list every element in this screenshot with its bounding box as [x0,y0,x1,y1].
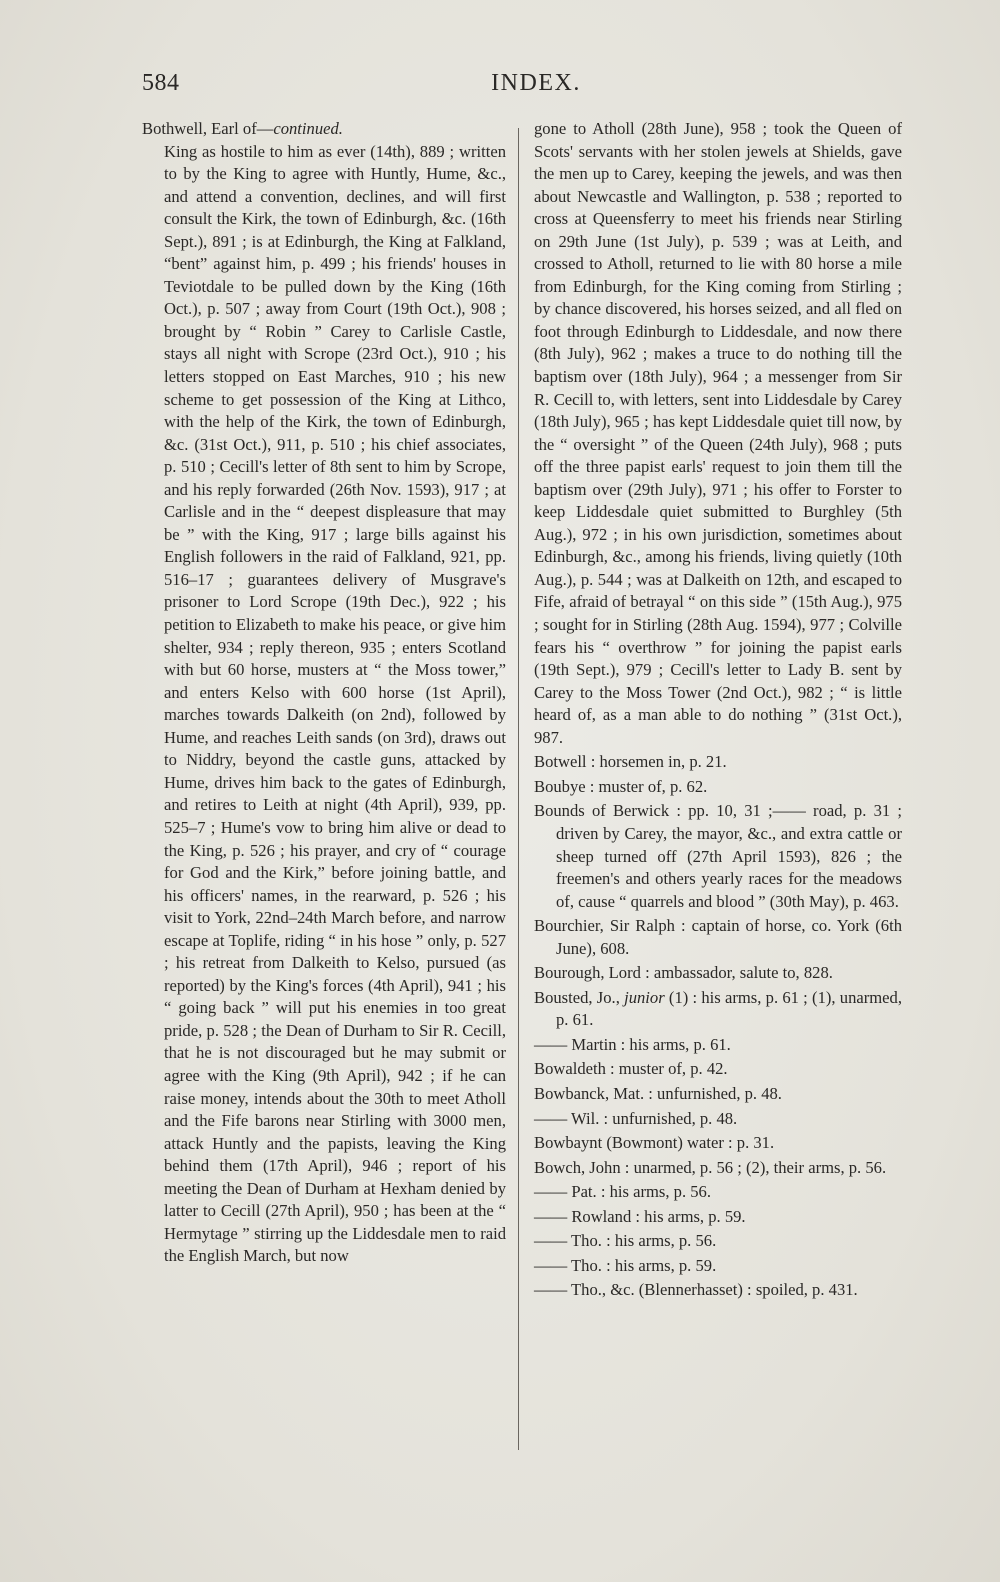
index-entry: Bowch, John : unarmed, p. 56 ; (2), their arms, p. 56. [534,1157,887,1177]
index-entry: Bourchier, Sir Ralph : captain of horse, co. York (6th June), 608. [534,916,902,958]
index-entry-body: King as hostile to him as ever (14th), 889 ; written to by the King to agree with Huntly, Hume, &c., and attend a convention, declines, and will first consult the Kirk, the town of Edinburgh, &c. (16th Sept.), 891 ; is at Edinburgh, the King at Falkland, “bent” against him, p. 499 ; his friends' houses in Teviotdale to be pulled down by the King (16th Oct.), p. 507 ; away from Court (19th Oct.), 908 ; brought by “ Robin ” Carey to Carlisle Castle, stays all night with Scrope (23rd Oct.), 910 ; his letters stopped on East Marches, 910 ; his new scheme to get possession of the King at Lithco, with the help of the Kirk, the town of Edinburgh, &c. (31st Oct.), 911, p. 510 ; his chief associates, p. 510 ; Cecill's letter of 8th sent to him by Scrope, and his reply forwarded (26th Nov. 1593), 917 ; at Carlisle and in the “ deepest displeasure that may be ” with the King, 917 ; large bills against his English followers in the raid of Falkland, 921, pp. 516–17 ; guarantees delivery of Musgrave's prisoner to Lord Scrope (19th Dec.), 922 ; his petition to Elizabeth to make his peace, or give him shelter, 934 ; reply thereon, 935 ; enters Scotland with but 60 horse, musters at “ the Moss tower,” and enters Kelso with 600 horse (1st April), marches towards Dalkeith (on 2nd), followed by Hume, and reaches Leith sands (on 3rd), draws out to Niddry, beyond the castle guns, attacked by Hume, drives him back to the gates of Edinburgh, and retires to Leith at night (4th April), 939, pp. 525–7 ; Hume's vow to bring him alive or dead to the King, p. 526 ; his prayer, and cry of “ courage for God and the Kirk,” before joining battle, and his officers' names, in the rearward, p. 526 ; his visit to York, 22nd–24th March before, and narrow escape at Toplife, riding “ in his hose ” only, p. 527 ; his retreat from Dalkeith to Kelso, pursued (as reported) by the King's forces (4th April), 941 ; his “ going back ” will put his enemies in too great pride, p. 528 ; the Dean of Durham to Sir R. Cecill, that he is not discouraged but he may submit or agree with the King (9th April), 942 ; if he can raise money, intends about the 30th to meet Atholl and the Fife barons near Stirling with 3000 men, attack Huntly and the papists, leaving the King behind them (17th April), 946 ; report of his meeting the Dean of Durham at Hexham denied by latter to Cecill (27th April), 950 ; has been at the “ Hermytage ” stirring up the Liddesdale men to raid the English March, but now [164,141,506,1266]
page-number: 584 [142,70,180,96]
index-entry: Bowbaynt (Bowmont) water : p. 31. [534,1133,775,1153]
index-entry: Botwell : horsemen in, p. 21. [534,752,727,772]
index-entry: —— Martin : his arms, p. 61. [534,1034,731,1054]
index-entry: —— Tho., &c. (Blennerhasset) : spoiled, p. 431. [534,1280,858,1300]
index-columns [142,118,902,1458]
index-entry: —— Tho. : his arms, p. 59. [534,1255,717,1275]
headword: Bothwell, Earl of— [142,119,274,138]
index-entry [534,987,902,1032]
index-entry: Bowaldeth : muster of, p. 42. [534,1059,728,1079]
right-column [534,118,902,1304]
index-entry: Bourough, Lord : ambassador, salute to, 828. [534,963,833,983]
entry-text: (1) : his arms, p. 61 ; (1), unarmed, p. 61. [556,987,902,1030]
index-entry: —— Pat. : his arms, p. 56. [534,1182,711,1202]
entry-text: Bousted, Jo., [534,987,625,1007]
index-entry: Bounds of Berwick : pp. 10, 31 ;—— road, p. 31 ; driven by Carey, the mayor, &c., and extra cattle or sheep turned off (27th April 1593), 826 ; the freemen's and others yearly races for the meadows of, cause “ quarrels and blood ” (30th May), p. 463. [534,801,902,911]
index-entry-list [534,751,902,1302]
continued-label: continued. [273,119,343,138]
entry-italic: junior [624,987,665,1007]
left-column [142,118,506,1268]
index-entry: —— Rowland : his arms, p. 59. [534,1206,746,1226]
running-head: INDEX. [491,70,581,96]
index-entry-continuation: gone to Atholl (28th June), 958 ; took the Queen of Scots' servants with her stolen jewels at Shields, gave the men up to Carey, keeping the jewels, and was then about Newcastle and Wallington, p. 538 ; reported to cross at Queensferry to meet his friends near Stirling on 29th June (1st July), p. 539 ; was at Leith, and crossed to Atholl, returned to lie with 80 horse a mile from Edinburgh, for the King coming from Stirling ; by chance discovered, his horses seized, and all fled on foot through Edinburgh to Liddesdale, and now there (8th July), 962 ; makes a truce to do nothing till the baptism over (18th July), 964 ; a messenger from Sir R. Cecill to, with letters, sent into Liddesdale by Carey (18th July), 965 ; has kept Liddesdale quiet till now, by the “ oversight ” of the Queen (24th July), 968 ; puts off the three papist earls' request to join them till the baptism over (29th July), 971 ; his offer to Forster to keep Liddesdale quiet submitted to Burghley (5th Aug.), 972 ; in his own jurisdiction, sometimes about Edinburgh, &c., among his friends, living quietly (10th Aug.), p. 544 ; was at Dalkeith on 12th, and escaped to Fife, afraid of betrayal “ on this side ” (15th Aug.), 975 ; sought for in Stirling (28th Aug. 1594), 977 ; Colville fears his “ overthrow ” for joining the papist earls (19th Sept.), 979 ; Cecill's letter to Lady B. sent by Carey to the Moss Tower (2nd Oct.), 982 ; “ is little heard of, as a man able to do nothing ” (31st Oct.), 987. [534,119,902,747]
index-entry-heading [142,118,506,141]
index-entry: Boubye : muster of, p. 62. [534,776,708,796]
column-divider [518,128,519,1450]
page-header [142,70,890,110]
index-entry: —— Tho. : his arms, p. 56. [534,1231,717,1251]
index-entry: Bowbanck, Mat. : unfurnished, p. 48. [534,1083,782,1103]
index-entry: —— Wil. : unfurnished, p. 48. [534,1108,738,1128]
